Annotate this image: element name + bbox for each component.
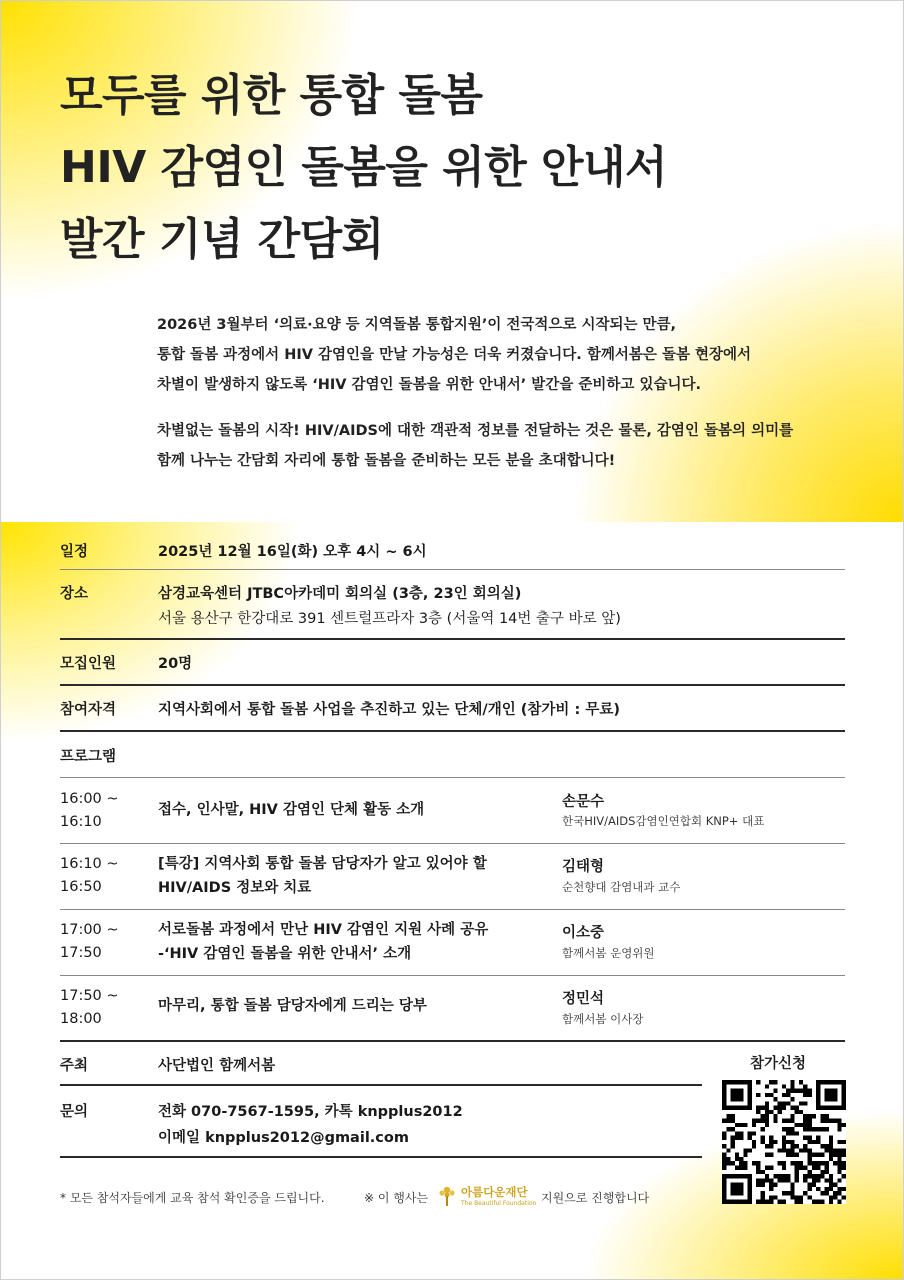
program-desc — [158, 918, 488, 966]
registration-qr-code[interactable] — [722, 1080, 846, 1204]
place-label: 장소 — [60, 586, 89, 602]
program-item — [60, 976, 845, 1042]
program-desc-line: HIV/AIDS 정보와 치료 — [158, 880, 312, 896]
contact-phone: 전화 070-7567-1595, 카톡 knpplus2012 — [158, 1104, 463, 1120]
beautiful-foundation-logo — [437, 1184, 537, 1212]
poster-title — [60, 60, 860, 276]
program-speaker-role: 함께서봄 이사장 — [562, 1012, 644, 1026]
host-label: 주최 — [60, 1058, 89, 1074]
intro-line: 차별이 발생하지 않도록 ‘HIV 감염인 돌봄을 위한 안내서’ 발간을 준비하고 있습니다. — [157, 377, 701, 393]
program-speaker: 김태형 — [562, 859, 605, 875]
intro-line: 2026년 3월부터 ‘의료·요양 등 지역돌봄 통합지원’이 전국적으로 시작되는 만큼, — [157, 317, 677, 333]
eligibility-value: 지역사회에서 통합 돌봄 사업을 추진하고 있는 단체/개인 (참가비 : 무료) — [158, 702, 620, 718]
program-time-start: 17:50 ~ — [60, 988, 119, 1004]
program-time — [60, 853, 119, 899]
place-address: 서울 용산구 한강대로 391 센트럴프라자 3층 (서울역 14번 출구 바로 앞) — [158, 611, 621, 627]
program-time-end: 18:00 — [60, 1011, 102, 1027]
program-header-row — [60, 732, 845, 778]
program-label: 프로그램 — [60, 749, 117, 765]
place-value: 삼경교육센터 JTBC아카데미 회의실 (3층, 23인 회의실) — [158, 586, 522, 602]
capacity-label: 모집인원 — [60, 656, 117, 672]
contact-row — [60, 1086, 702, 1158]
capacity-value: 20명 — [158, 656, 193, 672]
program-desc-line: 접수, 인사말, HIV 감염인 단체 활동 소개 — [158, 802, 425, 818]
program-desc-line: [특강] 지역사회 통합 돌봄 담당자가 알고 있어야 할 — [158, 856, 487, 872]
title-line-1: 모두를 위한 통합 돌봄 — [60, 70, 483, 121]
program-desc — [158, 798, 424, 822]
tree-icon — [437, 1184, 457, 1208]
title-line-2: HIV 감염인 돌봄을 위한 안내서 — [60, 142, 668, 193]
logo-name: 아름다운재단 — [461, 1185, 528, 1199]
eligibility-row — [60, 686, 845, 732]
program-speaker: 정민석 — [562, 991, 605, 1007]
intro-line: 차별없는 돌봄의 시작! HIV/AIDS에 대한 객관적 정보를 전달하는 것은 물론, 감염인 돌봄의 의미를 — [157, 423, 794, 439]
contact-label: 문의 — [60, 1104, 89, 1120]
program-time — [60, 919, 119, 965]
intro-line: 함께 나누는 간담회 자리에 통합 돌봄을 준비하는 모든 분을 초대합니다! — [157, 453, 616, 469]
host-value: 사단법인 함께서봄 — [158, 1058, 276, 1074]
program-time — [60, 788, 119, 834]
program-item — [60, 910, 845, 976]
program-desc — [158, 994, 427, 1018]
apply-label: 참가신청 — [750, 1056, 807, 1072]
program-desc — [158, 852, 487, 900]
program-speaker: 손문수 — [562, 794, 605, 810]
schedule-label: 일정 — [60, 544, 89, 560]
logo-subtitle: The Beautiful Foundation — [461, 1200, 537, 1207]
program-speaker: 이소중 — [562, 925, 605, 941]
host-row — [60, 1042, 702, 1086]
program-desc-line: 마무리, 통합 돌봄 담당자에게 드리는 당부 — [158, 998, 427, 1014]
program-speaker-role: 함께서봄 운영위원 — [562, 946, 655, 960]
program-time-end: 17:50 — [60, 945, 102, 961]
program-desc-line: -‘HIV 감염인 돌봄을 위한 안내서’ 소개 — [158, 946, 412, 962]
contact-email: 이메일 knpplus2012@gmail.com — [158, 1130, 409, 1146]
program-item — [60, 844, 845, 910]
program-time-end: 16:50 — [60, 879, 102, 895]
program-speaker-role: 한국HIV/AIDS감염인연합회 KNP+ 대표 — [562, 814, 765, 828]
intro-line: 통합 돌봄 과정에서 HIV 감염인을 만날 가능성은 더욱 커졌습니다. 함께서봄은 돌봄 현장에서 — [157, 347, 752, 363]
program-speaker-role: 순천향대 감염내과 교수 — [562, 880, 681, 894]
footnote-support-prefix: ※ 이 행사는 — [364, 1191, 429, 1205]
place-row — [60, 570, 845, 640]
program-time-start: 16:00 ~ — [60, 791, 119, 807]
schedule-value: 2025년 12월 16일(화) 오후 4시 ~ 6시 — [158, 544, 427, 560]
intro-text — [157, 310, 837, 476]
footnote-support-suffix: 지원으로 진행합니다 — [541, 1191, 650, 1205]
program-time-start: 17:00 ~ — [60, 922, 119, 938]
footnote-certificate: * 모든 참석자들에게 교육 참석 확인증을 드립니다. — [60, 1191, 325, 1205]
program-time-start: 16:10 ~ — [60, 856, 119, 872]
eligibility-label: 참여자격 — [60, 702, 117, 718]
program-time-end: 16:10 — [60, 814, 102, 830]
capacity-row — [60, 640, 845, 686]
title-line-3: 발간 기념 간담회 — [60, 214, 384, 265]
program-time — [60, 985, 119, 1031]
program-desc-line: 서로돌봄 과정에서 만난 HIV 감염인 지원 사례 공유 — [158, 922, 489, 938]
program-item — [60, 778, 845, 844]
schedule-row — [60, 530, 845, 570]
